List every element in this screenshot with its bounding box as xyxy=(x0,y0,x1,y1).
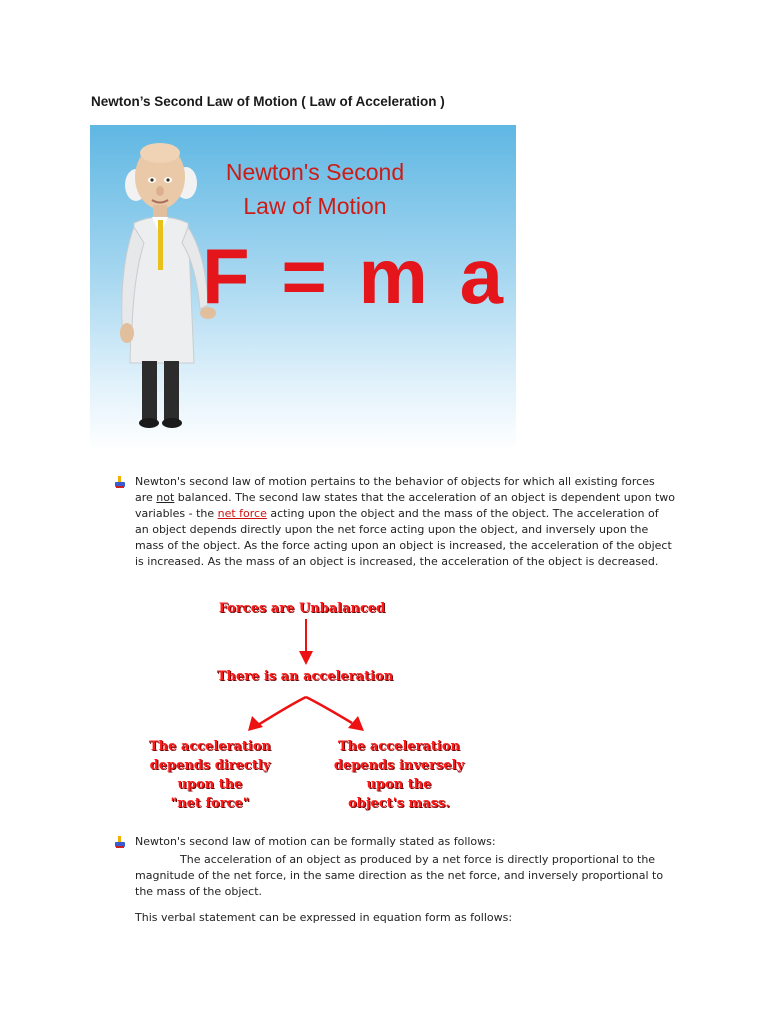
diagram-right-label: The acceleration depends inversely upon the object's mass. xyxy=(333,739,465,811)
paragraph-formal-intro: Newton's second law of motion can be formally stated as follows: xyxy=(135,835,496,848)
diagram-left-label: The acceleration depends directly upon the "net force" xyxy=(149,739,271,811)
page-heading: Newton’s Second Law of Motion ( Law of Acceleration ) xyxy=(91,94,445,109)
paragraph-equation-form: This verbal statement can be expressed in equation form as follows: xyxy=(135,911,513,924)
diagram-top-label: Forces are Unbalanced xyxy=(218,601,386,616)
hand-pointer-icon xyxy=(113,475,127,489)
paragraph-formal-statement: The acceleration of an object as produced by a net force is directly proportional to the magnitude of the net force, in the same direction as the net force, and inversely proportional to the mass of the object. xyxy=(135,853,664,898)
hero-image xyxy=(90,125,516,451)
arrow-down-icon xyxy=(299,619,313,665)
hand-pointer-icon xyxy=(113,835,127,849)
arrow-right-icon xyxy=(306,697,364,731)
emphasis-not: not xyxy=(156,491,175,504)
paragraph-pertains: Newton's second law of motion pertains to the behavior of objects for which all existing forces are not balanced. The second law states that the acceleration of an object is dependent upon two variables - the net force acting upon the object and the mass of the object. The acceleration of an object depends directly upon the net force acting upon the object, and inversely upon the mass of the object. As the force acting upon an object is increased, the acceleration of the object is increased. As the mass of an object is increased, the acceleration of the object is decreased. xyxy=(135,475,675,568)
net-force-link[interactable]: net force xyxy=(217,507,267,520)
acceleration-diagram xyxy=(130,597,510,822)
hero-formula: F = m a xyxy=(202,232,508,320)
diagram-middle-label: There is an acceleration xyxy=(216,669,394,684)
hero-title-line2: Law of Motion xyxy=(243,193,387,219)
arrow-left-icon xyxy=(248,697,306,731)
hero-title-line1: Newton's Second xyxy=(225,159,405,185)
